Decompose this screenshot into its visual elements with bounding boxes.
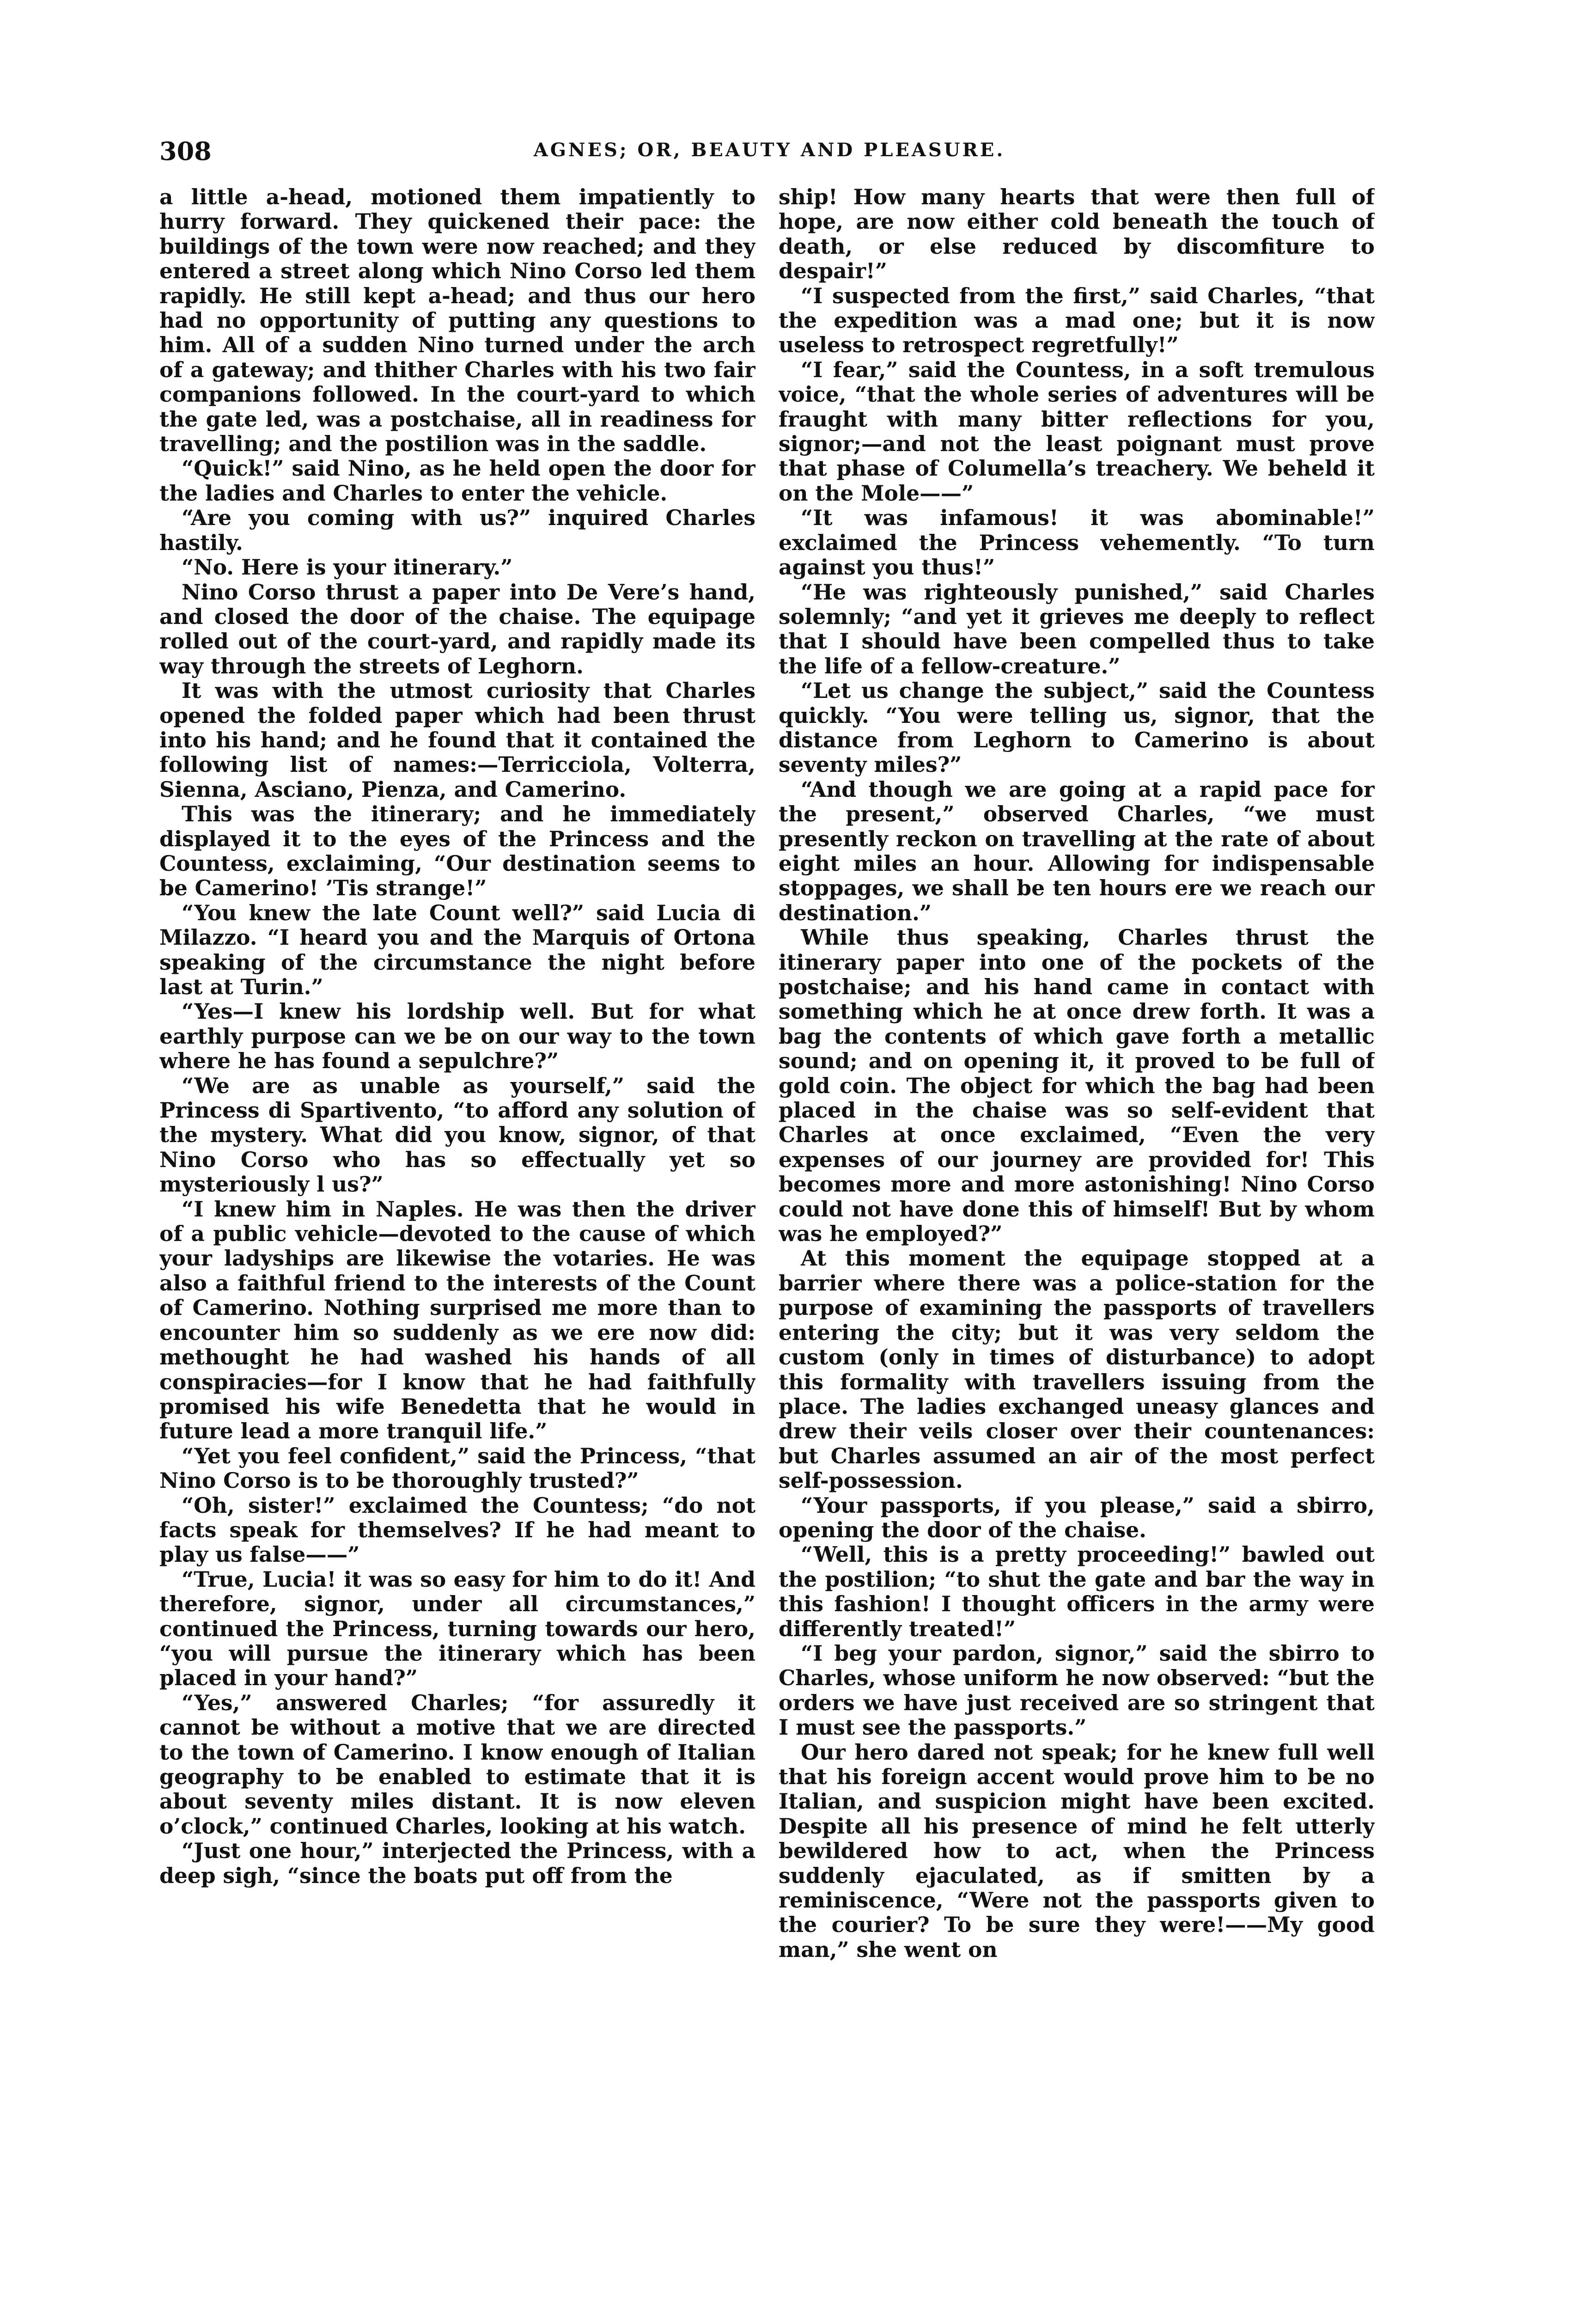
paragraph: “I beg your pardon, signor,” said the sbirro to Charles, whose uniform he now observed: “but the orders we have just received are so stringent that I must see the passports.” [779, 1640, 1375, 1740]
paragraph: Our hero dared not speak; for he knew full well that his foreign accent would prove him to be no Italian, and suspicion might have been excited. Despite all his presence of mind he felt utterly bewildered how to act, when the Princess suddenly ejaculated, as if smitten by a reminiscence, “Were not the passports given to the courier? To be sure they were!——My good man,” she went on [779, 1739, 1375, 1962]
paragraph: “I suspected from the first,” said Charles, “that the expedition was a mad one; but it is now useless to retrospect regretfully!” [779, 283, 1375, 358]
paragraph: “Let us change the subject,” said the Countess quickly. “You were telling us, signor, that the distance from Leghorn to Camerino is about seventy miles?” [779, 678, 1375, 777]
paragraph: “Yes,” answered Charles; “for assuredly it cannot be without a motive that we are directed to the town of Camerino. I know enough of Italian geography to be enabled to estimate that it is about seventy miles distant. It is now eleven o’clock,” continued Charles, looking at his watch. [159, 1690, 755, 1839]
paragraph: Nino Corso thrust a paper into De Vere’s hand, and closed the door of the chaise. The equipage rolled out of the court-yard, and rapidly made its way through the streets of Leghorn. [159, 579, 755, 679]
paragraph: It was with the utmost curiosity that Charles opened the folded paper which had been thrust into his hand; and he found that it contained the following list of names:—Terricciola, Volterra, Sienna, Asciano, Pienza, and Camerino. [159, 678, 755, 802]
left-column [159, 185, 755, 2293]
paragraph: “Yes—I knew his lordship well. But for what earthly purpose can we be on our way to the town where he has found a sepulchre?” [159, 999, 755, 1074]
right-column [779, 185, 1375, 2293]
paragraph: This was the itinerary; and he immediately displayed it to the eyes of the Princess and the Countess, exclaiming, “Our destination seems to be Camerino! ’Tis strange!” [159, 801, 755, 901]
paragraph: “I knew him in Naples. He was then the driver of a public vehicle—devoted to the cause of which your ladyships are likewise the votaries. He was also a faithful friend to the interests of the Count of Camerino. Nothing surprised me more than to encounter him so suddenly as we ere now did: methought he had washed his hands of all conspiracies—for I know that he had faithfully promised his wife Benedetta that he would in future lead a more tranquil life.” [159, 1196, 755, 1444]
page-number: 308 [159, 136, 212, 166]
paragraph: “It was infamous! it was abominable!” exclaimed the Princess vehemently. “To turn against you thus!” [779, 505, 1375, 580]
page-header [159, 136, 1379, 173]
paragraph: “You knew the late Count well?” said Lucia di Milazzo. “I heard you and the Marquis of Ortona speaking of the circumstance the night before last at Turin.” [159, 900, 755, 999]
paragraph: “Are you coming with us?” inquired Charles hastily. [159, 505, 755, 555]
paragraph: “We are as unable as yourself,” said the Princess di Spartivento, “to afford any solution of the mystery. What did you know, signor, of that Nino Corso who has so effectually yet so mysteriously l us?” [159, 1073, 755, 1197]
paragraph: “Just one hour,” interjected the Princess, with a deep sigh, “since the boats put off from the [159, 1838, 755, 1888]
running-title: AGNES; OR, BEAUTY AND PLEASURE. [533, 139, 1005, 161]
paragraph: “I fear,” said the Countess, in a soft tremulous voice, “that the whole series of adventures will be fraught with many bitter reflections for you, signor;—and not the least poignant must prove that phase of Columella’s treachery. We beheld it on the Mole——” [779, 357, 1375, 506]
paragraph: While thus speaking, Charles thrust the itinerary paper into one of the pockets of the postchaise; and his hand came in contact with something which he at once drew forth. It was a bag the contents of which gave forth a metallic sound; and on opening it, it proved to be full of gold coin. The object for which the bag had been placed in the chaise was so self-evident that Charles at once exclaimed, “Even the very expenses of our journey are provided for! This becomes more and more astonishing! Nino Corso could not have done this of himself! But by whom was he employed?” [779, 925, 1375, 1247]
paragraph: “And though we are going at a rapid pace for the present,” observed Charles, “we must presently reckon on travelling at the rate of about eight miles an hour. Allowing for indispensable stoppages, we shall be ten hours ere we reach our destination.” [779, 776, 1375, 925]
paragraph: “Well, this is a pretty proceeding!” bawled out the postilion; “to shut the gate and bar the way in this fashion! I thought officers in the army were differently treated!” [779, 1542, 1375, 1641]
paragraph: “No. Here is your itinerary.” [182, 555, 513, 580]
paragraph: a little a-head, motioned them impatiently to hurry forward. They quickened their pace: the buildings of the town were now reached; and they entered a street along which Nino Corso led them rapidly. He still kept a-head; and thus our hero had no opportunity of putting any questions to him. All of a sudden Nino turned under the arch of a gateway; and thither Charles with his two fair companions followed. In the court-yard to which the gate led, was a postchaise, all in readiness for travelling; and the postilion was in the saddle. [159, 185, 755, 457]
paragraph: “Yet you feel confident,” said the Princess, “that Nino Corso is to be thoroughly trusted?” [159, 1443, 755, 1493]
paragraph: “Quick!” said Nino, as he held open the door for the ladies and Charles to enter the vehicle. [159, 456, 755, 506]
paragraph: ship! How many hearts that were then full of hope, are now either cold beneath the touch of death, or else reduced by discomfiture to despair!” [779, 185, 1375, 284]
paragraph: “Oh, sister!” exclaimed the Countess; “do not facts speak for themselves? If he had meant to play us false——” [159, 1492, 755, 1567]
paragraph: At this moment the equipage stopped at a barrier where there was a police-station for the purpose of examining the passports of travellers entering the city; but it was very seldom the custom (only in times of disturbance) to adopt this formality with travellers issuing from the place. The ladies exchanged uneasy glances and drew their veils closer over their countenances: but Charles assumed an air of the most perfect self-possession. [779, 1246, 1375, 1493]
paragraph: “Your passports, if you please,” said a sbirro, opening the door of the chaise. [779, 1492, 1375, 1542]
paragraph: “He was righteously punished,” said Charles solemnly; “and yet it grieves me deeply to reflect that I should have been compelled thus to take the life of a fellow-creature.” [779, 579, 1375, 679]
paragraph: “True, Lucia! it was so easy for him to do it! And therefore, signor, under all circumstances,” continued the Princess, turning towards our hero, “you will pursue the itinerary which has been placed in your hand?” [159, 1566, 755, 1691]
